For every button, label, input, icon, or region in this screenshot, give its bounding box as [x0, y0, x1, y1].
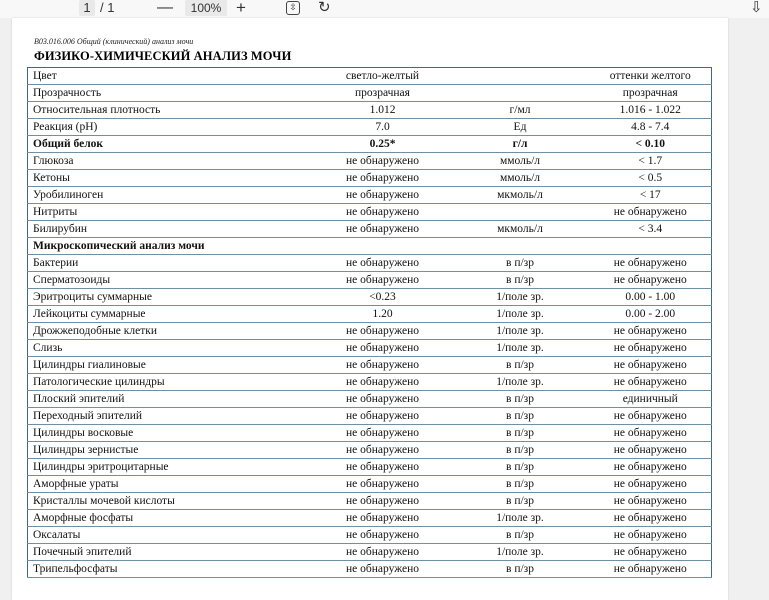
test-value: не обнаружено	[310, 221, 451, 238]
test-value: не обнаружено	[310, 544, 451, 561]
table-row	[28, 493, 712, 510]
table-row	[28, 289, 712, 306]
test-name: Аморфные ураты	[28, 476, 310, 493]
test-unit: г/мл	[451, 102, 585, 119]
test-reference: < 3.4	[585, 221, 712, 238]
vertical-scrollbar[interactable]	[738, 18, 750, 600]
table-row	[28, 391, 712, 408]
table-row	[28, 68, 712, 85]
test-value: не обнаружено	[310, 357, 451, 374]
test-reference: < 1.7	[585, 153, 712, 170]
test-value: светло-желтый	[310, 68, 451, 85]
test-unit: в п/зр	[451, 459, 585, 476]
test-value: не обнаружено	[310, 170, 451, 187]
table-row	[28, 221, 712, 238]
test-value: не обнаружено	[310, 187, 451, 204]
table-row	[28, 357, 712, 374]
test-reference: 1.016 - 1.022	[585, 102, 712, 119]
test-value: 1.012	[310, 102, 451, 119]
test-value: 7.0	[310, 119, 451, 136]
table-row	[28, 561, 712, 578]
test-name: Уробилиноген	[28, 187, 310, 204]
table-row	[28, 102, 712, 119]
test-name: Плоский эпителий	[28, 391, 310, 408]
test-unit: 1/поле зр.	[451, 544, 585, 561]
test-reference: не обнаружено	[585, 357, 712, 374]
page-number-input[interactable]: 1	[79, 0, 95, 16]
test-name: Почечный эпителий	[28, 544, 310, 561]
test-name: Цилиндры зернистые	[28, 442, 310, 459]
test-name: Патологические цилиндры	[28, 374, 310, 391]
test-reference: не обнаружено	[585, 527, 712, 544]
test-reference: единичный	[585, 391, 712, 408]
test-name: Трипельфосфаты	[28, 561, 310, 578]
test-name: Цилиндры гиалиновые	[28, 357, 310, 374]
zoom-out-icon[interactable]: —	[157, 0, 173, 16]
test-value: 0.25*	[310, 136, 451, 153]
service-code: B03.016.006 Общий (клинический) анализ мочи	[34, 37, 194, 46]
table-row	[28, 544, 712, 561]
test-value: не обнаружено	[310, 153, 451, 170]
test-value: <0.23	[310, 289, 451, 306]
test-value: не обнаружено	[310, 561, 451, 578]
test-value: не обнаружено	[310, 272, 451, 289]
test-unit: мкмоль/л	[451, 221, 585, 238]
page-total-label: / 1	[100, 0, 115, 15]
test-unit: в п/зр	[451, 442, 585, 459]
test-name: Нитриты	[28, 204, 310, 221]
test-value: не обнаружено	[310, 391, 451, 408]
test-reference	[585, 238, 712, 255]
test-reference: не обнаружено	[585, 561, 712, 578]
test-unit: Ед	[451, 119, 585, 136]
test-name: Цилиндры восковые	[28, 425, 310, 442]
table-row	[28, 119, 712, 136]
fit-page-icon[interactable]: ⇳	[286, 1, 300, 15]
table-row	[28, 153, 712, 170]
test-unit: в п/зр	[451, 408, 585, 425]
table-row	[28, 204, 712, 221]
test-unit	[451, 85, 585, 102]
test-unit	[451, 204, 585, 221]
table-row	[28, 476, 712, 493]
test-reference: не обнаружено	[585, 204, 712, 221]
test-unit: в п/зр	[451, 391, 585, 408]
test-name: Билирубин	[28, 221, 310, 238]
test-value: не обнаружено	[310, 340, 451, 357]
test-reference: 0.00 - 2.00	[585, 306, 712, 323]
test-name: Кетоны	[28, 170, 310, 187]
test-reference: не обнаружено	[585, 374, 712, 391]
test-name: Глюкоза	[28, 153, 310, 170]
test-value: не обнаружено	[310, 476, 451, 493]
test-name: Бактерии	[28, 255, 310, 272]
test-value: 1.20	[310, 306, 451, 323]
test-name: Прозрачность	[28, 85, 310, 102]
test-unit: в п/зр	[451, 272, 585, 289]
table-row	[28, 306, 712, 323]
test-reference: не обнаружено	[585, 272, 712, 289]
zoom-in-icon[interactable]: +	[236, 0, 246, 17]
test-reference: не обнаружено	[585, 493, 712, 510]
test-reference: 0.00 - 1.00	[585, 289, 712, 306]
table-row	[28, 323, 712, 340]
test-name: Слизь	[28, 340, 310, 357]
test-reference: не обнаружено	[585, 255, 712, 272]
test-unit	[451, 238, 585, 255]
table-row	[28, 340, 712, 357]
test-reference: не обнаружено	[585, 442, 712, 459]
test-reference: не обнаружено	[585, 459, 712, 476]
test-unit: мкмоль/л	[451, 187, 585, 204]
table-row	[28, 459, 712, 476]
section-header-row	[28, 238, 712, 255]
section-title: ФИЗИКО-ХИМИЧЕСКИЙ АНАЛИЗ МОЧИ	[34, 49, 292, 63]
table-row	[28, 170, 712, 187]
rotate-icon[interactable]: ↻	[318, 0, 331, 16]
test-reference: прозрачная	[585, 85, 712, 102]
table-row	[28, 85, 712, 102]
table-row	[28, 255, 712, 272]
test-name: Цилиндры эритроцитарные	[28, 459, 310, 476]
test-reference: < 0.5	[585, 170, 712, 187]
test-name: Лейкоциты суммарные	[28, 306, 310, 323]
test-unit: в п/зр	[451, 493, 585, 510]
test-name: Общий белок	[28, 136, 310, 153]
table-row	[28, 510, 712, 527]
table-row	[28, 425, 712, 442]
test-unit: 1/поле зр.	[451, 510, 585, 527]
test-reference: не обнаружено	[585, 323, 712, 340]
test-unit: в п/зр	[451, 561, 585, 578]
test-unit	[451, 68, 585, 85]
test-value: не обнаружено	[310, 493, 451, 510]
table-row	[28, 408, 712, 425]
table-row	[28, 272, 712, 289]
test-reference: не обнаружено	[585, 425, 712, 442]
test-unit: г/л	[451, 136, 585, 153]
test-name: Аморфные фосфаты	[28, 510, 310, 527]
zoom-level-input[interactable]: 100%	[185, 0, 227, 16]
test-value: не обнаружено	[310, 442, 451, 459]
test-name: Микроскопический анализ мочи	[28, 238, 310, 255]
test-unit: в п/зр	[451, 527, 585, 544]
test-value: не обнаружено	[310, 323, 451, 340]
pdf-toolbar	[0, 0, 769, 18]
test-reference: оттенки желтого	[585, 68, 712, 85]
test-reference: не обнаружено	[585, 476, 712, 493]
test-unit: 1/поле зр.	[451, 374, 585, 391]
test-unit: в п/зр	[451, 357, 585, 374]
test-value: не обнаружено	[310, 425, 451, 442]
test-value: не обнаружено	[310, 374, 451, 391]
test-name: Переходный эпителий	[28, 408, 310, 425]
test-name: Относительная плотность	[28, 102, 310, 119]
test-value	[310, 238, 451, 255]
test-name: Цвет	[28, 68, 310, 85]
test-name: Оксалаты	[28, 527, 310, 544]
test-unit: в п/зр	[451, 425, 585, 442]
table-row	[28, 442, 712, 459]
test-name: Сперматозоиды	[28, 272, 310, 289]
test-name: Кристаллы мочевой кислоты	[28, 493, 310, 510]
table-row	[28, 136, 712, 153]
results-table	[27, 67, 712, 578]
test-reference: не обнаружено	[585, 408, 712, 425]
test-unit: 1/поле зр.	[451, 306, 585, 323]
test-name: Дрожжеподобные клетки	[28, 323, 310, 340]
download-icon[interactable]: ⇩	[750, 0, 763, 16]
table-row	[28, 374, 712, 391]
test-value: не обнаружено	[310, 408, 451, 425]
test-unit: 1/поле зр.	[451, 340, 585, 357]
test-reference: не обнаружено	[585, 340, 712, 357]
test-name: Реакция (pH)	[28, 119, 310, 136]
test-value: не обнаружено	[310, 510, 451, 527]
test-unit: ммоль/л	[451, 153, 585, 170]
test-unit: в п/зр	[451, 255, 585, 272]
table-row	[28, 187, 712, 204]
test-unit: 1/поле зр.	[451, 323, 585, 340]
test-unit: 1/поле зр.	[451, 289, 585, 306]
test-name: Эритроциты суммарные	[28, 289, 310, 306]
test-reference: < 0.10	[585, 136, 712, 153]
test-reference: 4.8 - 7.4	[585, 119, 712, 136]
table-row	[28, 527, 712, 544]
test-value: не обнаружено	[310, 255, 451, 272]
test-unit: ммоль/л	[451, 170, 585, 187]
test-reference: не обнаружено	[585, 544, 712, 561]
test-unit: в п/зр	[451, 476, 585, 493]
test-value: не обнаружено	[310, 459, 451, 476]
test-value: не обнаружено	[310, 204, 451, 221]
test-value: не обнаружено	[310, 527, 451, 544]
test-reference: < 17	[585, 187, 712, 204]
test-reference: не обнаружено	[585, 510, 712, 527]
test-value: прозрачная	[310, 85, 451, 102]
document-page	[12, 18, 728, 600]
